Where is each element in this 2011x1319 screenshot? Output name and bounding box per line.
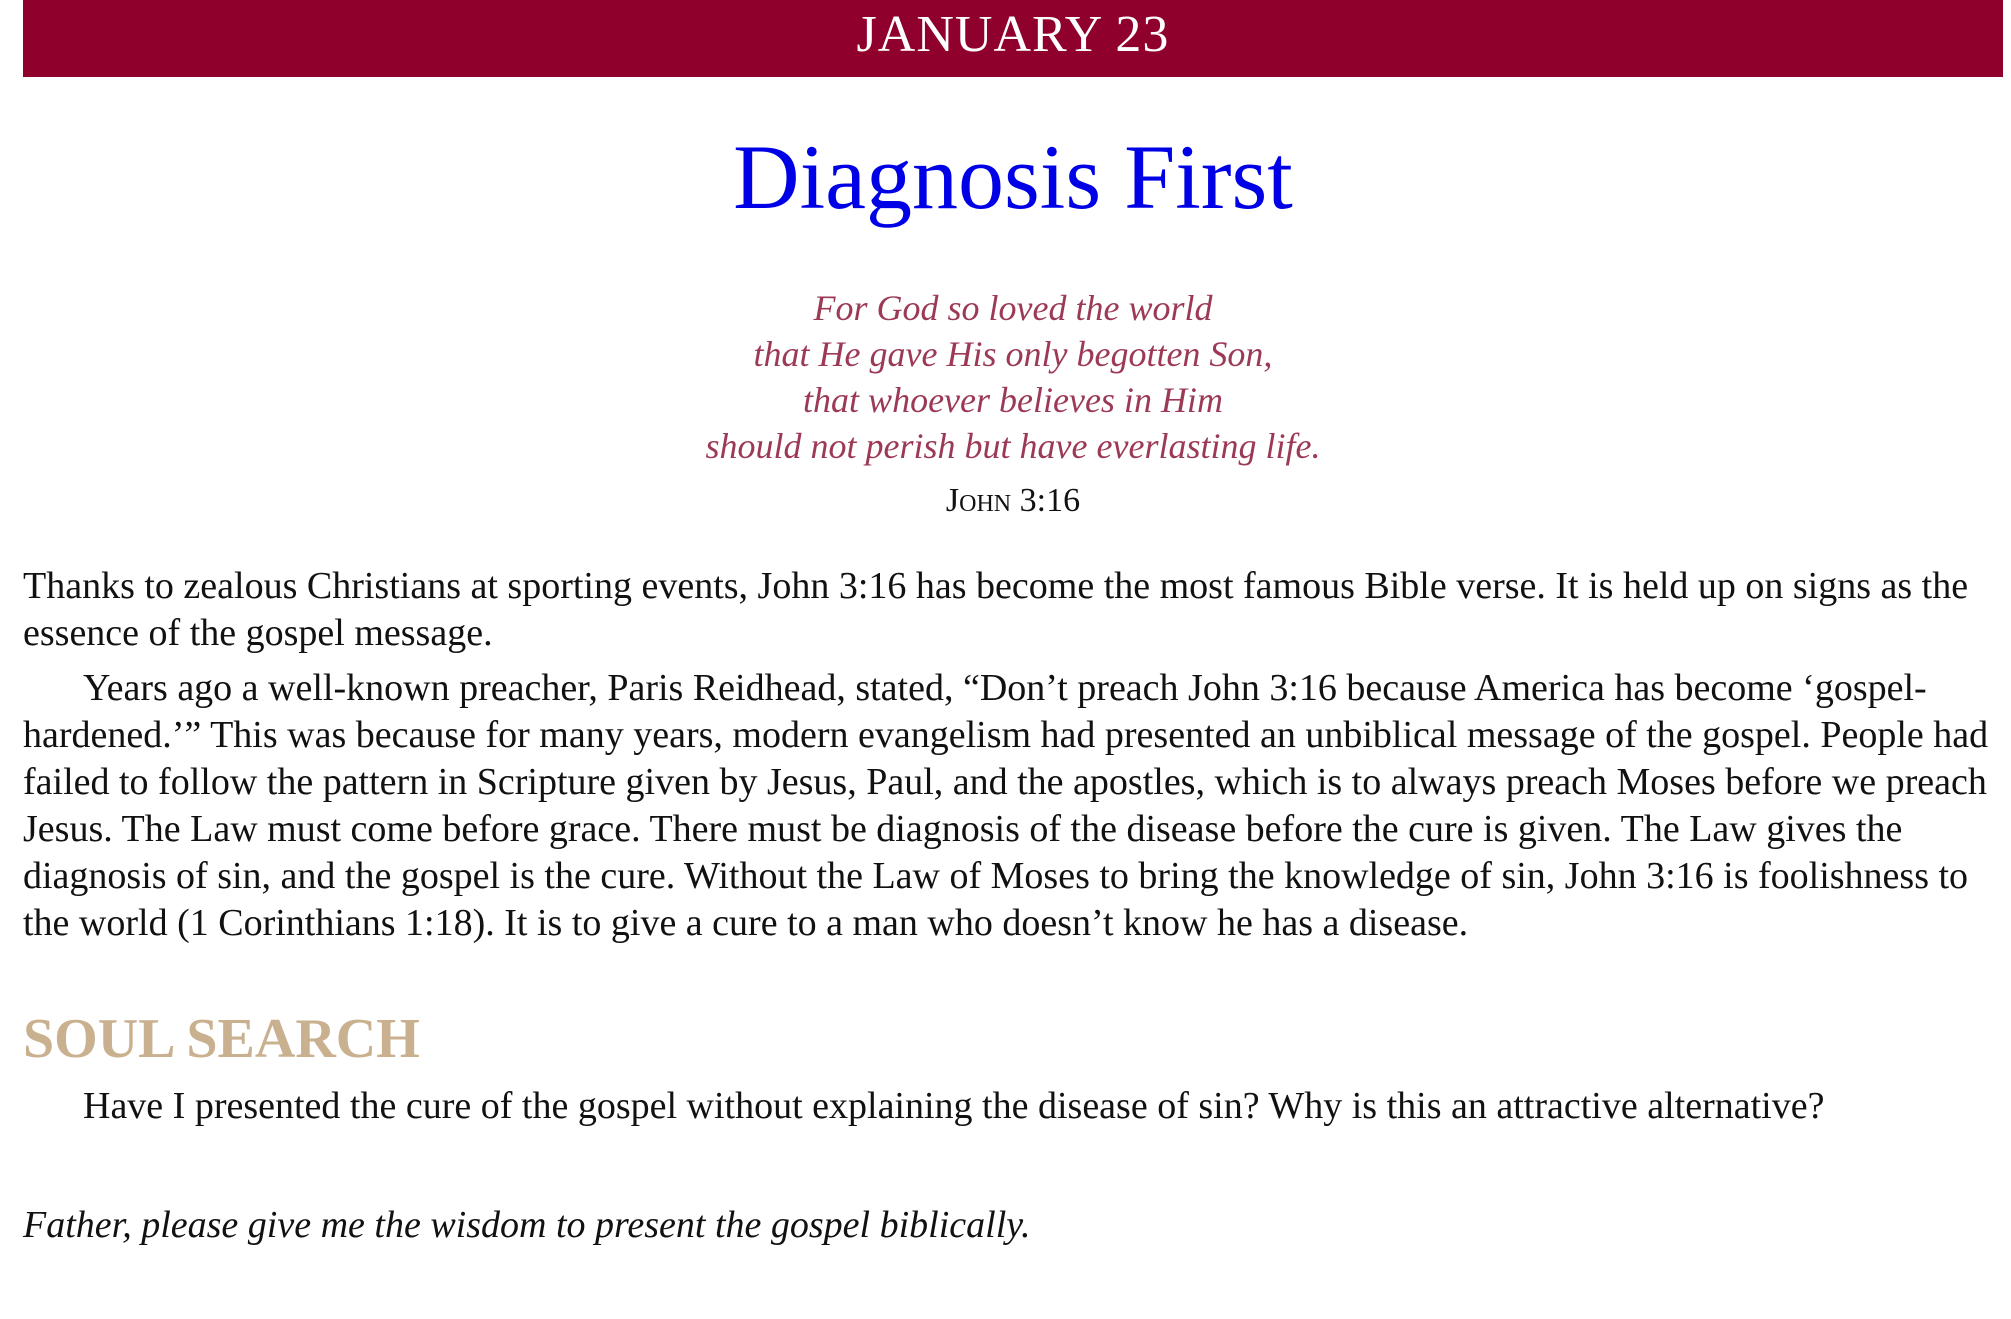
closing-prayer: Father, please give me the wisdom to present the gospel biblically. [23, 1204, 1031, 1246]
date-label: JANUARY 23 [856, 6, 1170, 63]
date-banner [23, 0, 2003, 77]
devotional-body [23, 563, 2003, 947]
verse-line: For God so loved the world [813, 288, 1213, 328]
verse-line: that whoever believes in Him [803, 380, 1223, 420]
body-paragraph: Thanks to zealous Christians at sporting events, John 3:16 has become the most famous Bible verse. It is held up on signs as the essence of the gospel message. [23, 565, 1969, 654]
verse-line: should not perish but have everlasting life. [705, 426, 1321, 466]
scripture-verse [23, 285, 2003, 469]
verse-reference: John 3:16 [945, 482, 1081, 519]
verse-line: that He gave His only begotten Son, [753, 334, 1273, 374]
page-title: Diagnosis First [733, 126, 1293, 228]
body-paragraph: Years ago a well-known preacher, Paris Reidhead, stated, “Don’t preach John 3:16 because America has become ‘gospel-hardened.’” This was because for many years, modern evangelism had presented an unbiblical message of the gospel. People had failed to follow the pattern in Scripture given by Jesus, Paul, and the apostles, which is to always preach Moses before we preach Jesus. The Law must come before grace. There must be diagnosis of the disease before the cure is given. The Law gives the diagnosis of sin, and the gospel is the cure. Without the Law of Moses to bring the knowledge of sin, John 3:16 is foolishness to the world (1 Corinthians 1:18). It is to give a cure to a man who doesn’t know he has a disease. [23, 667, 1989, 944]
soul-search-question: Have I presented the cure of the gospel without explaining the disease of sin? Why is this an attractive alternative? [83, 1085, 1825, 1127]
soul-search-heading: SOUL SEARCH [23, 1008, 420, 1070]
devotional-page [23, 0, 2003, 1249]
